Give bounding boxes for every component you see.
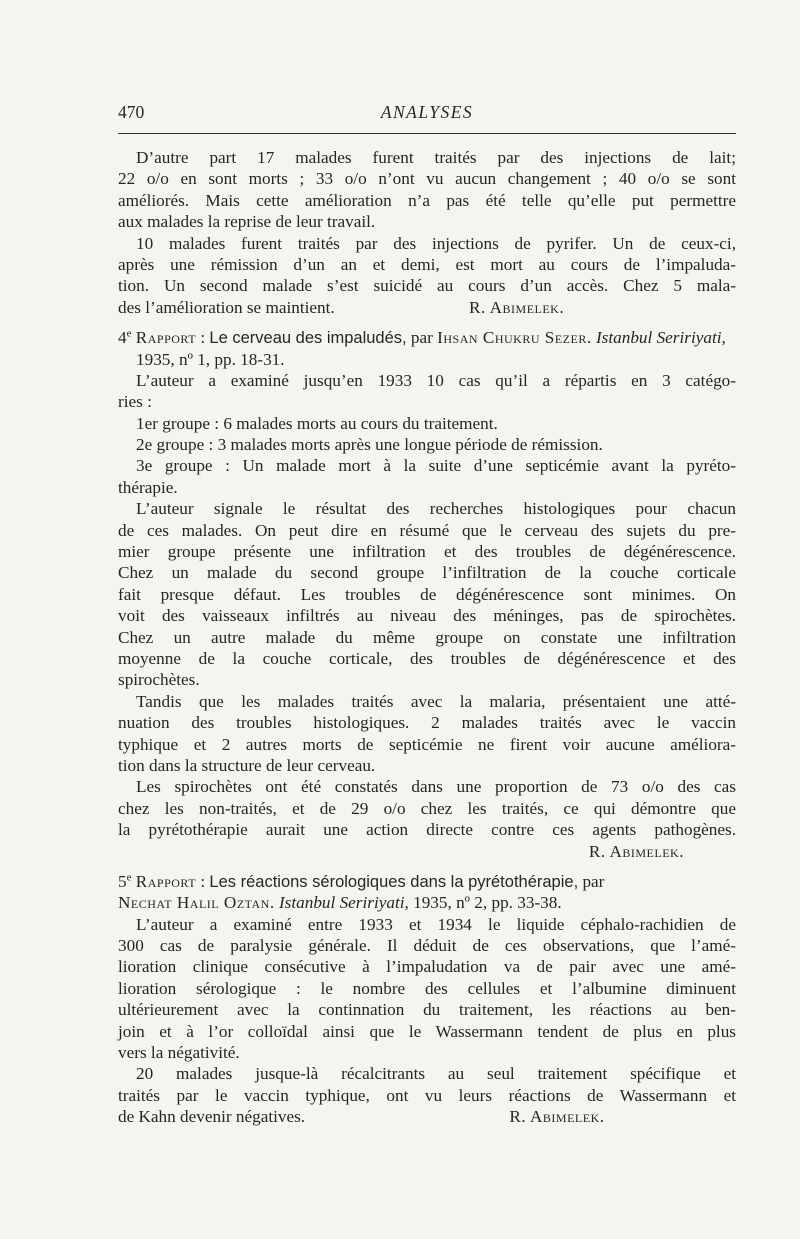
text-line: traités par le vaccin typhique, ont vu leurs réactions de Wassermann et xyxy=(118,1085,736,1105)
signature: R. Abimelek. xyxy=(588,841,684,861)
page-body xyxy=(118,147,736,1128)
text-line: thérapie. xyxy=(118,477,178,497)
report-by: par xyxy=(582,871,605,891)
text-line: Chez un autre malade du même groupe on constate une infiltration xyxy=(118,627,736,647)
text-line: lioration clinique consécutive à l’impaludation va de pair avec une amé- xyxy=(118,957,736,977)
report-heading: 4e Rapport : Le cerveau des impaludés, par Ihsan Chukru Sezer. Istanbul Seririyati, xyxy=(118,327,726,348)
text-line: tion dans la structure de leur cerveau. xyxy=(118,755,376,775)
text-line: des l’amélioration se maintient. xyxy=(118,297,335,317)
report-number: 4 xyxy=(118,328,127,348)
report-author: Nechat Halil Oztan. xyxy=(118,893,275,913)
report-number-suffix: e xyxy=(126,871,132,884)
text-line: 300 cas de paralysie générale. Il déduit de ces observations, que l’amé- xyxy=(118,936,736,956)
signature-line xyxy=(118,841,736,862)
text-line: de ces malades. On peut dire en résumé que le cerveau des sujets du pre- xyxy=(118,520,736,540)
text-line: voit des vaisseaux infiltrés au niveau des méninges, pas de spirochètes. xyxy=(118,606,736,626)
text-line: 2e groupe : 3 malades morts après une longue période de rémission. xyxy=(136,435,603,455)
report-citation xyxy=(118,892,736,913)
report-title: Les réactions sérologiques dans la pyrétothérapie, xyxy=(209,872,579,891)
text-line: moyenne de la couche corticale, des troubles de dégénérescence et des xyxy=(118,648,736,668)
report-journal: Istanbul Seririyati, xyxy=(278,893,409,913)
text-line: fait presque défaut. Les troubles de dégénérescence sont minimes. On xyxy=(118,584,736,604)
text-line: 1er groupe : 6 malades morts au cours du traitement. xyxy=(136,413,498,433)
text-line: typhique et 2 autres morts de septicémie ne firent voir aucune améliora- xyxy=(118,734,736,754)
continued-abstract xyxy=(118,147,736,318)
text-line: nuation des troubles histologiques. 2 malades traités avec le vaccin xyxy=(118,713,736,733)
text-line: chez les non-traités, et de 29 o/o chez les traités, ce qui démontre que xyxy=(118,798,736,818)
report-details: 1935, nº 2, pp. 33-38. xyxy=(413,893,562,913)
text-line: 3e groupe : Un malade mort à la suite d’une septicémie avant la pyréto- xyxy=(136,456,736,476)
report-label: Rapport xyxy=(135,871,197,891)
report-citation xyxy=(118,349,736,370)
running-title: ANALYSES xyxy=(380,102,474,122)
text-line: spirochètes. xyxy=(118,670,200,690)
text-line: 22 o/o en sont morts ; 33 o/o n’ont vu aucun changement ; 40 o/o se sont xyxy=(118,169,736,189)
report-label: Rapport xyxy=(135,328,197,348)
report-author: Ihsan Chukru Sezer. xyxy=(437,328,592,348)
text-line: Chez un malade du second groupe l’infiltration de la couche corticale xyxy=(118,563,736,583)
text-line: Tandis que les malades traités avec la malaria, présentaient une atté- xyxy=(136,691,736,711)
report-number-suffix: e xyxy=(126,327,132,340)
text-line: join et à l’or colloïdal ainsi que le Wassermann tendent de plus en plus xyxy=(118,1021,736,1041)
text-line: tion. Un second malade s’est suicidé au cours d’un accès. Chez 5 mala- xyxy=(118,276,736,296)
text-line-with-signature xyxy=(118,297,736,318)
page-number: 470 xyxy=(118,102,145,122)
text-line: vers la négativité. xyxy=(118,1043,240,1063)
text-line: 10 malades furent traités par des injections de pyrifer. Un de ceux-ci, xyxy=(136,233,736,253)
text-line: L’auteur a examiné jusqu’en 1933 10 cas qu’il a répartis en 3 catégo- xyxy=(136,370,736,390)
signature: R. Abimelek. xyxy=(469,297,565,317)
text-line: aux malades la reprise de leur travail. xyxy=(118,212,376,232)
report-journal: Istanbul Seririyati, xyxy=(595,328,726,348)
running-header xyxy=(118,102,736,128)
text-line-with-signature xyxy=(118,1106,736,1127)
report-number: 5 xyxy=(118,871,127,891)
text-line: L’auteur a examiné entre 1933 et 1934 le liquide céphalo-rachidien de xyxy=(136,914,736,934)
text-line: L’auteur signale le résultat des recherches histologiques pour chacun xyxy=(136,499,736,519)
report-heading: 5e Rapport : Les réactions sérologiques dans la pyrétothérapie, par xyxy=(118,871,605,891)
text-line: lioration sérologique : le nombre des cellules et l’albumine diminuent xyxy=(118,978,736,998)
report-5 xyxy=(118,871,736,1128)
report-by: par xyxy=(410,328,433,348)
text-line: 20 malades jusque-là récalcitrants au seul traitement spécifique et xyxy=(136,1064,736,1084)
text-line: mier groupe présente une infiltration et des troubles de dégénérescence. xyxy=(118,542,736,562)
text-line: la pyrétothérapie aurait une action directe contre ces agents pathogènes. xyxy=(118,820,736,840)
text-line: après une rémission d’un an et demi, est mort au cours de l’impaluda- xyxy=(118,254,736,274)
report-4 xyxy=(118,327,736,862)
text-line: ries : xyxy=(118,392,152,412)
report-details: 1935, nº 1, pp. 18-31. xyxy=(136,349,285,369)
text-line: Les spirochètes ont été constatés dans une proportion de 73 o/o des cas xyxy=(136,777,736,797)
text-line: ultérieurement avec la continnation du traitement, les réactions au ben- xyxy=(118,1000,736,1020)
text-line: améliorés. Mais cette amélioration n’a pas été telle qu’elle put permettre xyxy=(118,190,736,210)
report-title: Le cerveau des impaludés, xyxy=(209,329,407,348)
signature: R. Abimelek. xyxy=(509,1107,605,1127)
header-rule xyxy=(118,133,736,134)
text-line: D’autre part 17 malades furent traités par des injections de lait; xyxy=(136,148,736,167)
text-line: de Kahn devenir négatives. xyxy=(118,1107,306,1127)
